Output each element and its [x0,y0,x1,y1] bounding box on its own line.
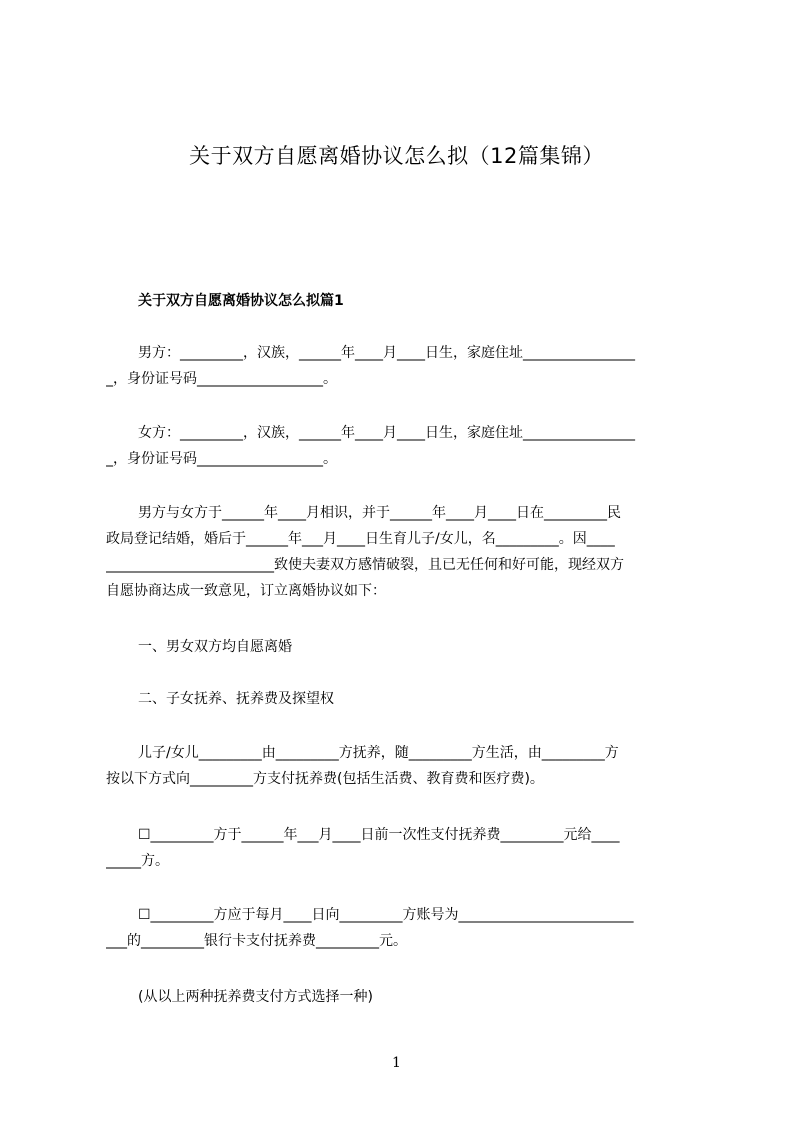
clause-item-1 [106,634,700,660]
paragraph-woman-info [106,420,700,472]
paragraph-line: ________________________致使夫妻双方感情破裂，且已无任何和好可能，现经双方 [106,557,624,573]
paragraph-line: 自愿协商达成一致意见，订立离婚协议如下： [106,583,386,599]
paragraph-marriage-info [106,500,700,604]
payment-option-1 [106,822,700,874]
paragraph-line: ___的_________银行卡支付抚养费_________元。 [106,933,407,949]
paragraph-line: _，身份证号码__________________。 [106,371,337,387]
payment-option-2 [106,902,700,954]
section-heading: 关于双方自愿离婚协议怎么拟篇1 [138,293,344,309]
paragraph-line: 男方与女方于______年____月相识，并于______年____月____日在_________民 [138,505,621,521]
clause-text: 二、子女抚养、抚养费及探望权 [138,691,334,707]
paragraph-line: 儿子/女儿_________由_________方抚养，随_________方生活，由_________方 [138,745,619,761]
paragraph-line: 政局登记结婚，婚后于______年___月____日生育儿子/女儿，名_________。因____ [106,531,615,547]
paragraph-line: 按以下方式向_________方支付抚养费(包括生活费、教育费和医疗费)。 [106,771,544,787]
paragraph-custody [106,740,700,792]
paragraph-man-info [106,340,700,392]
paragraph-line: 女方：_________，汉族，______年____月____日生，家庭住址________________ [138,425,635,441]
paragraph-line: 男方：_________，汉族，______年____月____日生，家庭住址________________ [138,345,635,361]
paragraph-line: _____方。 [106,853,169,869]
clause-item-2 [106,686,700,712]
page-number: 1 [392,1055,401,1071]
paragraph-line: ☐_________方应于每月____日向_________方账号为_________________________ [138,907,634,923]
paragraph-line: _，身份证号码__________________。 [106,451,337,467]
clause-text: 一、男女双方均自愿离婚 [138,639,292,655]
document-title: 关于双方自愿离婚协议怎么拟（12篇集锦） [189,144,604,168]
payment-note [106,984,700,1010]
note-text: (从以上两种抚养费支付方式选择一种) [138,989,373,1005]
paragraph-line: ☐_________方于______年___月____日前一次性支付抚养费_________元给____ [138,827,620,843]
